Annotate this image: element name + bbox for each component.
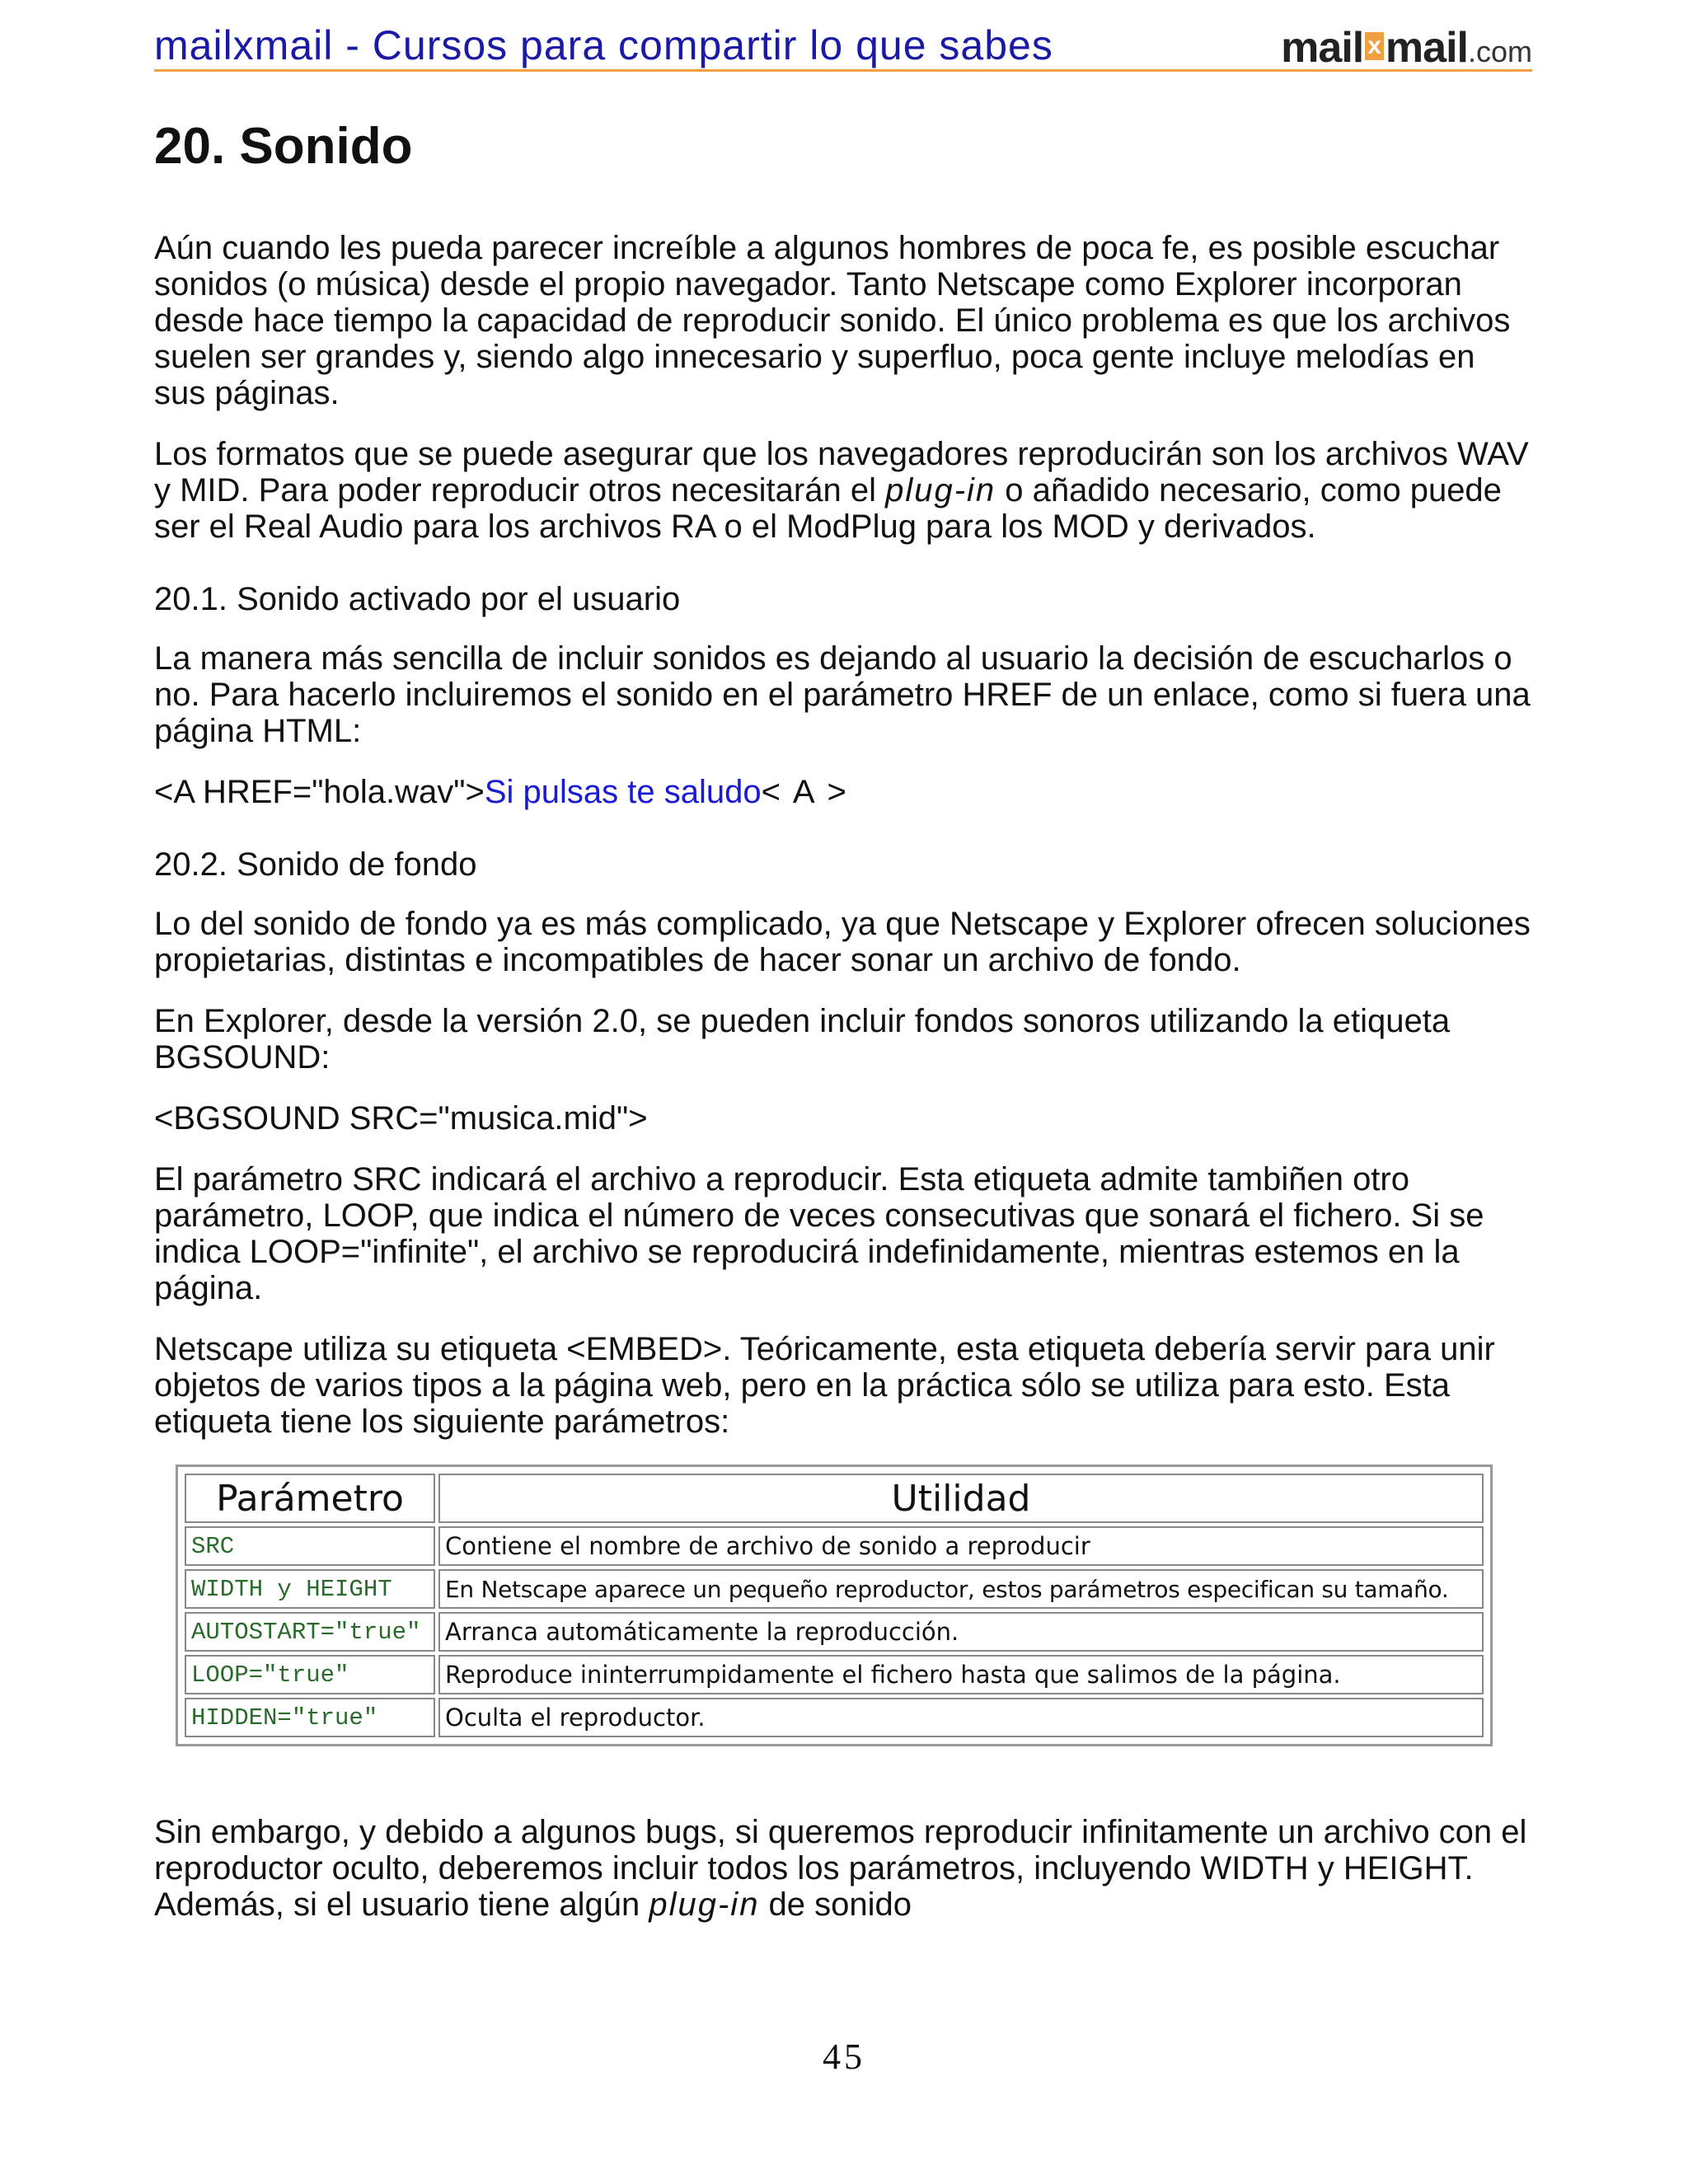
table-row (185, 1655, 1484, 1694)
bgsound-code-example: <BGSOUND SRC="musica.mid"> (154, 1100, 648, 1137)
href-code-example: <A HREF="hola.wav">Si pulsas te saludo< A > (154, 774, 849, 810)
example-link[interactable]: Si pulsas te saludo (484, 774, 762, 810)
table-cell-util: Oculta el reproductor. (438, 1698, 1484, 1737)
header-title: mailxmail - Cursos para compartir lo que sabes (154, 22, 1053, 68)
explorer-paragraph: En Explorer, desde la versión 2.0, se pueden incluir fondos sonoros utilizando la etiqueta BGSOUND: (154, 1003, 1451, 1076)
intro-paragraph: Aún cuando les pueda parecer increíble a algunos hombres de poca fe, es posible escuchar sonidos (o música) desde el propio navegador. Tanto Netscape como Explorer incorporan desde hace tiempo la capacidad de reproducir sonido. El único problema es que los archivos suelen ser grandes y, siendo algo innecesario y superfluo, poca gente incluye melodías en sus páginas. (154, 230, 1511, 411)
table-cell-param: AUTOSTART="true" (185, 1612, 435, 1652)
mailxmail-logo: mail xmail.com (1281, 24, 1532, 72)
table-cell-util: En Netscape aparece un pequeño reproductor, estos parámetros especifican su tamaño. (438, 1569, 1484, 1609)
page-number: 45 (823, 2036, 865, 2077)
table-cell-util: Arranca automáticamente la reproducción. (438, 1612, 1484, 1652)
netscape-embed-paragraph: Netscape utiliza su etiqueta <EMBED>. Teóricamente, esta etiqueta debería servir para unir objetos de varios tipos a la página web, pero en la práctica sólo se utiliza para esto. Esta etiqueta tiene los siguiente parámetros: (154, 1331, 1495, 1440)
table-header-row (185, 1474, 1484, 1523)
table-cell-util: Contiene el nombre de archivo de sonido a reproducir (438, 1526, 1484, 1566)
table-row (185, 1698, 1484, 1737)
table-cell-param: LOOP="true" (185, 1655, 435, 1694)
subsection-title-background: 20.2. Sonido de fondo (154, 846, 477, 883)
subsection-title-user: 20.1. Sonido activado por el usuario (154, 581, 681, 617)
table-cell-param: HIDDEN="true" (185, 1698, 435, 1737)
table-row (185, 1569, 1484, 1609)
background-sound-paragraph: Lo del sonido de fondo ya es más complicado, ya que Netscape y Explorer ofrecen soluciones propietarias, distintas e incompatibles de hacer sonar un archivo de fondo. (154, 906, 1531, 978)
formats-paragraph: Los formatos que se puede asegurar que los navegadores reproducirán son los archivos WAV y MID. Para poder reproducir otros necesitarán el plug-in o añadido necesario, como puede ser el Real Audio para los archivos RA o el ModPlug para los MOD y derivados. (154, 436, 1529, 545)
section-title: 20. Sonido (154, 118, 413, 175)
closing-paragraph: Sin embargo, y debido a algunos bugs, si queremos reproducir infinitamente un archivo con el reproductor oculto, deberemos incluir todos los parámetros, incluyendo WIDTH y HEIGHT. Además, si el usuario tiene algún plug-in de sonido (154, 1814, 1527, 1923)
user-sound-paragraph: La manera más sencilla de incluir sonidos es dejando al usuario la decisión de escucharlos o no. Para hacerlo incluiremos el sonido en el parámetro HREF de un enlace, como si fuera una página HTML: (154, 640, 1531, 749)
table-cell-util: Reproduce ininterrumpidamente el fichero hasta que salimos de la página. (438, 1655, 1484, 1694)
table-row (185, 1526, 1484, 1566)
table-header-cell: Parámetro (185, 1474, 435, 1523)
page-content (154, 109, 1532, 1947)
src-loop-paragraph: El parámetro SRC indicará el archivo a reproducir. Esta etiqueta admite tambiñen otro parámetro, LOOP, que indica el número de veces consecutivas que sonará el fichero. Si se indica LOOP="infinite", el archivo se reproducirá indefinidamente, mientras estemos en la página. (154, 1161, 1484, 1306)
table-header-cell: Utilidad (438, 1474, 1484, 1523)
embed-parameters-table (176, 1465, 1493, 1746)
page-header (154, 18, 1532, 72)
table-row (185, 1612, 1484, 1652)
table-cell-param: SRC (185, 1526, 435, 1566)
table-cell-param: WIDTH y HEIGHT (185, 1569, 435, 1609)
